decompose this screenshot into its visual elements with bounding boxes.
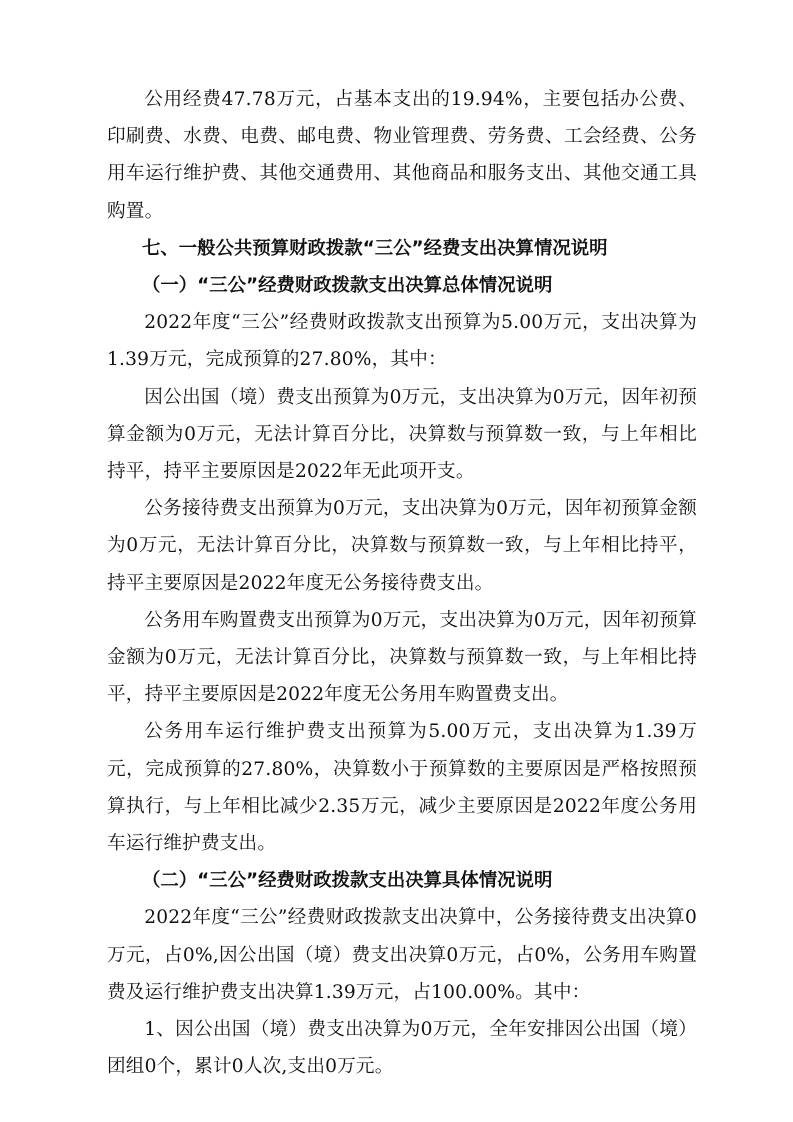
paragraph-vehicle-purchase: 公务用车购置费支出预算为0万元，支出决算为0万元，因年初预算金额为0万元，无法计算百分比，决算数与预算数一致，与上年相比持平，持平主要原因是2022年度无公务用车购置费支出。 (107, 609, 697, 706)
subheading-overall: （一）“三公”经费财政拨款支出决算总体情况说明 (141, 275, 553, 297)
paragraph-abroad-expense: 因公出国（境）费支出预算为0万元，支出决算为0万元，因年初预算金额为0万元，无法计算百分比，决算数与预算数一致，与上年相比持平，持平主要原因是2022年无此项开支。 (107, 386, 697, 483)
paragraph-reception-expense: 公务接待费支出预算为0万元，支出决算为0万元，因年初预算金额为0万元，无法计算百分比，决算数与预算数一致，与上年相比持平，持平主要原因是2022年度无公务接待费支出。 (107, 498, 697, 594)
document-body (107, 81, 697, 1085)
paragraph-public-expense: 公用经费47.78万元，占基本支出的19.94%，主要包括办公费、印刷费、水费、电费、邮电费、物业管理费、劳务费、工会经费、公务用车运行维护费、其他交通费用、其他商品和服务支出、其他交通工具购置。 (107, 89, 697, 222)
paragraph-overall-summary: 2022年度“三公”经费财政拨款支出预算为5.00万元，支出决算为1.39万元，完成预算的27.80%，其中： (107, 312, 697, 371)
paragraph-detail-summary: 2022年度“三公”经费财政拨款支出决算中，公务接待费支出决算0万元，占0%,因公出国（境）费支出决算0万元，占0%，公务用车购置费及运行维护费支出决算1.39万元，占100.00%。其中： (107, 907, 697, 1003)
paragraph-vehicle-operation: 公务用车运行维护费支出预算为5.00万元，支出决算为1.39万元，完成预算的27.80%，决算数小于预算数的主要原因是严格按照预算执行，与上年相比减少2.35万元，减少主要原因是2022年度公务用车运行维护费支出。 (107, 721, 697, 855)
section-heading-three-public: 七、一般公共预算财政拨款“三公”经费支出决算情况说明 (141, 237, 608, 259)
paragraph-item1-abroad: 1、因公出国（境）费支出决算为0万元，全年安排因公出国（境）团组0个，累计0人次,支出0万元。 (107, 1019, 697, 1078)
subheading-detail: （二）“三公”经费财政拨款支出决算具体情况说明 (141, 870, 553, 892)
